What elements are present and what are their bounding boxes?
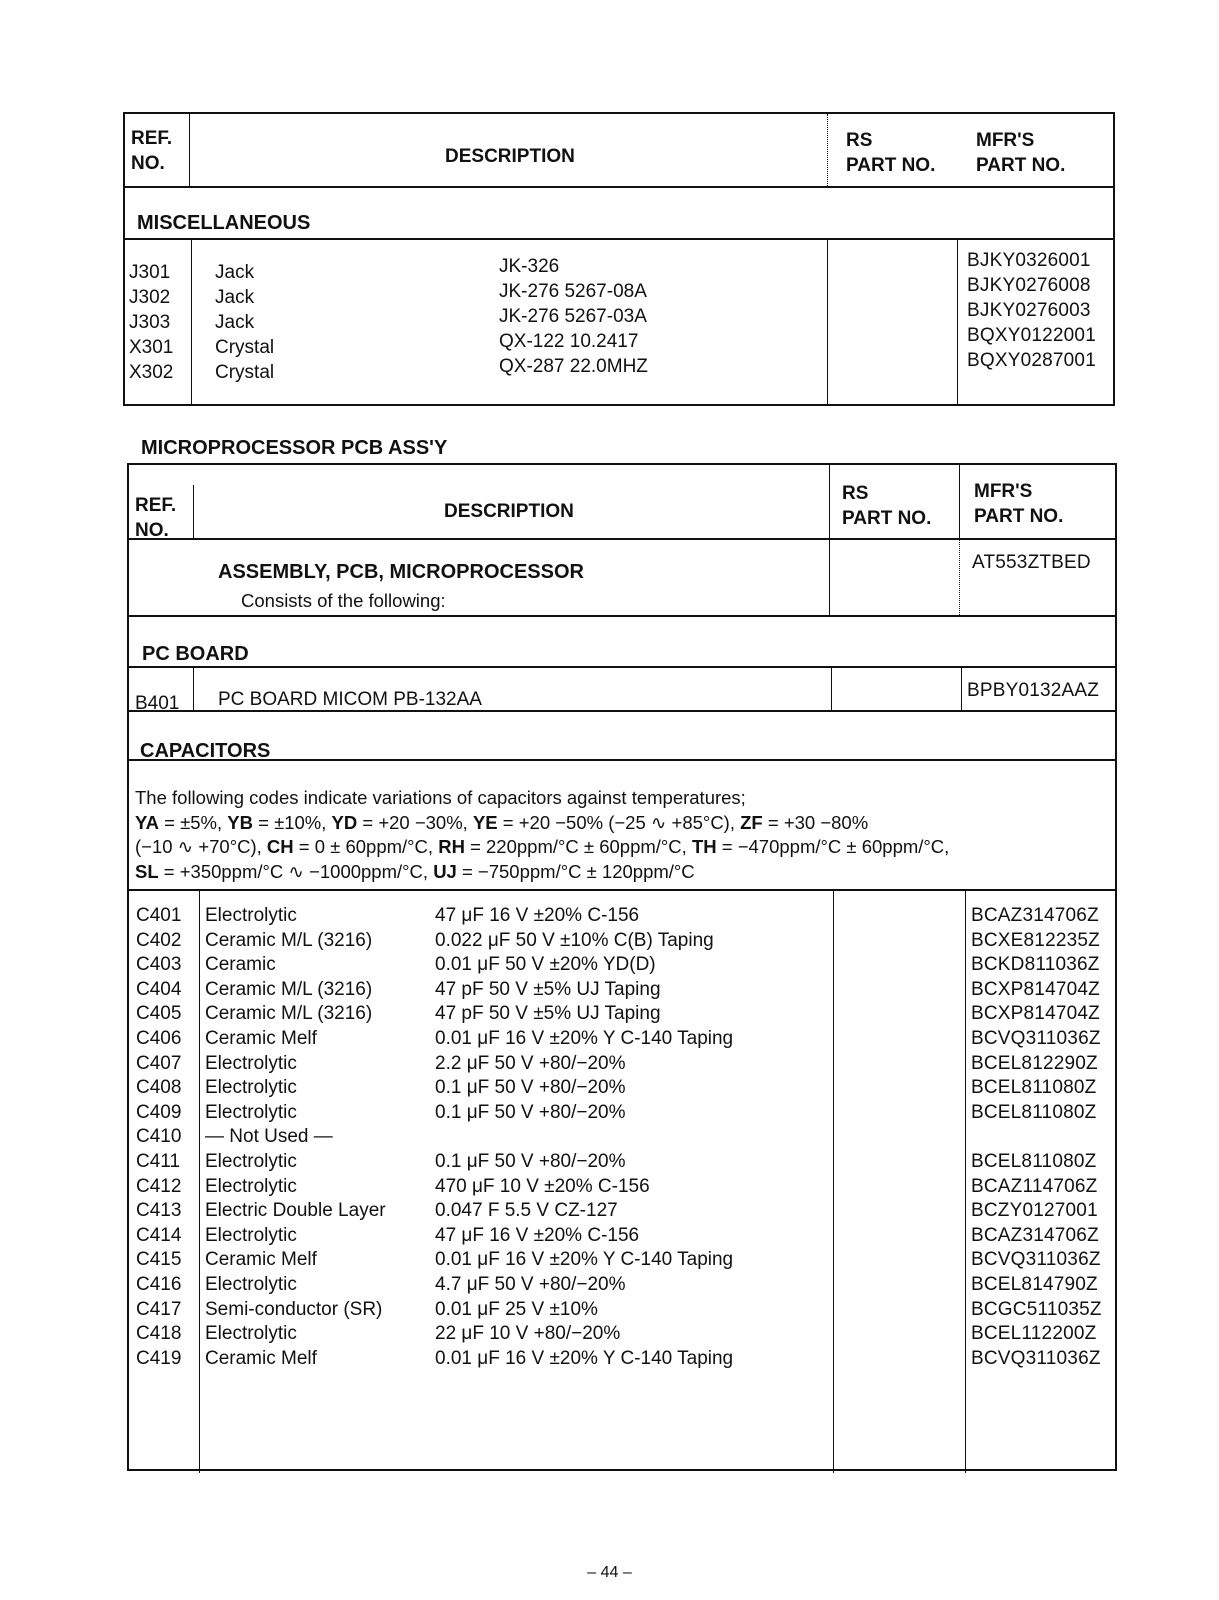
capacitor-ref: C410: [136, 1126, 182, 1148]
column-divider: [191, 238, 192, 406]
rs-part-no-header: RS PART NO.: [842, 483, 932, 529]
micro-table-header: [129, 465, 1115, 540]
capacitor-ref: C412: [136, 1175, 182, 1197]
capacitor-desc: Electrolytic: [205, 1323, 297, 1345]
capacitor-mfr: BCXE812235Z: [971, 929, 1100, 951]
table-row: J303: [129, 312, 171, 333]
capacitor-ref: C411: [136, 1151, 181, 1172]
capacitor-mfr: BCEL811080Z: [971, 1151, 1097, 1172]
capacitor-spec: 0.01 μF 25 V ±10%: [435, 1298, 598, 1320]
table-row: J302: [129, 287, 171, 308]
capacitor-desc: Electrolytic: [205, 1224, 297, 1246]
capacitor-spec: 4.7 μF 50 V +80/−20%: [435, 1274, 626, 1295]
table-row: Crystal: [215, 362, 275, 383]
table-row: Crystal: [215, 337, 275, 358]
capacitor-mfr: BCEL814790Z: [971, 1274, 1098, 1295]
capacitor-ref: C402: [136, 929, 182, 951]
column-divider: [961, 666, 962, 710]
capacitor-ref: C414: [136, 1224, 182, 1246]
table-row: Jack: [215, 287, 255, 308]
capacitor-desc: Electrolytic: [205, 905, 297, 926]
header-divider: [959, 465, 960, 538]
capacitor-spec: 22 μF 10 V +80/−20%: [435, 1323, 621, 1345]
section-divider: [129, 615, 1115, 617]
capacitor-spec: 47 pF 50 V ±5% UJ Taping: [435, 1003, 661, 1025]
capacitor-mfr: BCEL112200Z: [971, 1323, 1097, 1345]
capacitor-desc: Ceramic Melf: [205, 1028, 317, 1049]
capacitor-ref: C417: [136, 1298, 182, 1320]
capacitor-spec: 0.01 μF 16 V ±20% Y C-140 Taping: [435, 1347, 734, 1369]
table-row: JK-326: [499, 256, 560, 277]
column-divider: [833, 889, 834, 1473]
capacitor-mfr: BCVQ311036Z: [971, 1249, 1101, 1271]
capacitor-desc: Electrolytic: [205, 1274, 297, 1295]
capacitor-ref: C405: [136, 1003, 182, 1025]
pc-board-desc: PC BOARD MICOM PB-132AA: [218, 689, 482, 710]
capacitor-spec: 470 μF 10 V ±20% C-156: [435, 1175, 650, 1197]
capacitor-desc: Electrolytic: [205, 1101, 297, 1123]
capacitor-ref: C415: [136, 1249, 182, 1271]
capacitor-desc: Ceramic M/L (3216): [205, 1003, 373, 1025]
column-divider: [193, 666, 194, 710]
capacitor-spec: 47 pF 50 V ±5% UJ Taping: [435, 978, 661, 1000]
capacitor-mfr: BCXP814704Z: [971, 1003, 1100, 1025]
table-row: Jack: [215, 312, 255, 333]
pc-board-ref: B401: [135, 693, 180, 714]
ref-no-header: REF. NO.: [131, 128, 173, 174]
microprocessor-table: [127, 463, 1117, 1471]
capacitor-ref: C419: [136, 1347, 182, 1369]
capacitor-desc: — Not Used —: [205, 1126, 333, 1148]
capacitor-mfr: BCAZ314706Z: [971, 1224, 1099, 1246]
table-row: Jack: [215, 262, 255, 283]
assembly-mfr-part: AT553ZTBED: [972, 552, 1091, 573]
capacitor-ref: C404: [136, 978, 182, 1000]
column-divider: [199, 889, 200, 1473]
assembly-title: ASSEMBLY, PCB, MICROPROCESSOR: [218, 561, 584, 583]
section-title-miscellaneous: MISCELLANEOUS: [137, 212, 311, 234]
table-row: QX-287 22.0MHZ: [499, 356, 648, 377]
table-row: X302: [129, 362, 174, 383]
misc-table: [123, 112, 1115, 406]
capacitor-desc: Electrolytic: [205, 1175, 297, 1197]
header-divider: [827, 114, 828, 186]
table-row: X301: [129, 337, 174, 358]
ref-no-header: REF. NO.: [135, 495, 177, 541]
rs-part-no-header: RS PART NO.: [846, 130, 936, 176]
column-divider: [957, 238, 958, 406]
table-row: JK-276 5267-08A: [499, 281, 647, 302]
column-divider: [965, 889, 966, 1473]
capacitor-mfr: BCEL811080Z: [971, 1101, 1097, 1123]
capacitor-desc: Electric Double Layer: [205, 1200, 386, 1222]
capacitor-ref: C418: [136, 1323, 182, 1345]
capacitor-spec: 0.01 μF 16 V ±20% Y C-140 Taping: [435, 1028, 734, 1049]
column-divider: [831, 666, 832, 710]
capacitor-ref: C406: [136, 1028, 182, 1049]
capacitor-mfr: BCKD811036Z: [971, 954, 1100, 976]
capacitor-mfr: BCGC511035Z: [971, 1298, 1102, 1320]
capacitor-spec: 47 μF 16 V ±20% C-156: [435, 905, 640, 926]
capacitor-mfr: BCXP814704Z: [971, 978, 1100, 1000]
capacitor-desc: Semi-conductor (SR): [205, 1298, 383, 1320]
capacitor-desc: Ceramic Melf: [205, 1347, 317, 1369]
column-divider: [829, 538, 830, 615]
header-divider: [193, 485, 194, 538]
microprocessor-heading: MICROPROCESSOR PCB ASS'Y: [141, 437, 448, 459]
capacitor-ref: C401: [136, 905, 182, 926]
description-header: DESCRIPTION: [444, 501, 574, 522]
capacitor-mfr: BCEL812290Z: [971, 1052, 1098, 1074]
mfr-part-no-header: MFR'S PART NO.: [974, 481, 1064, 527]
header-divider: [189, 114, 190, 186]
section-divider: [129, 666, 1115, 668]
capacitor-mfr: BCZY0127001: [971, 1200, 1098, 1222]
capacitor-mfr: BCEL811080Z: [971, 1077, 1097, 1099]
capacitor-ref: C403: [136, 954, 182, 976]
capacitor-spec: 2.2 μF 50 V +80/−20%: [435, 1052, 626, 1074]
table-row: J301: [129, 262, 171, 283]
section-title-capacitors: CAPACITORS: [140, 740, 271, 762]
capacitor-desc: Electrolytic: [205, 1151, 297, 1172]
section-title-pc-board: PC BOARD: [142, 643, 249, 665]
capacitor-spec: 0.022 μF 50 V ±10% C(B) Taping: [435, 929, 714, 951]
capacitor-ref: C413: [136, 1200, 182, 1222]
capacitor-mfr: BCAZ314706Z: [971, 905, 1099, 926]
capacitor-desc: Ceramic: [205, 954, 276, 976]
capacitor-desc: Electrolytic: [205, 1052, 297, 1074]
capacitor-ref: C416: [136, 1274, 182, 1295]
section-divider: [129, 710, 1115, 712]
capacitor-spec: 0.1 μF 50 V +80/−20%: [435, 1077, 626, 1099]
capacitor-spec: 0.01 μF 16 V ±20% Y C-140 Taping: [435, 1249, 734, 1271]
assembly-subtitle: Consists of the following:: [241, 590, 446, 611]
note-text: The following codes indicate variations of capacitors against temperatures; YA = ±5%, YB = ±10%, YD = +20 −30%, YE = +20 −50% (−25 ∿ +85°C), ZF = +30 −80% (−10 ∿ +70°C), CH = 0 ± 60ppm/°C, RH = 220ppm/°C ± 60ppm/°C, TH = −470ppm/°C ± 60ppm/°C, SL = +350ppm/°C ∿ −1000ppm/°C, UJ = −750ppm/°C ± 120ppm/°C: [135, 787, 950, 882]
misc-table-header: [125, 114, 1113, 188]
table-row: BJKY0276008: [967, 275, 1091, 296]
capacitor-spec: 0.1 μF 50 V +80/−20%: [435, 1151, 626, 1172]
capacitor-desc: Electrolytic: [205, 1077, 297, 1099]
table-row: BQXY0287001: [967, 350, 1096, 371]
table-row: BQXY0122001: [967, 325, 1096, 346]
temperature-codes-note: [129, 759, 1119, 889]
capacitor-desc: Ceramic Melf: [205, 1249, 317, 1271]
capacitor-spec: 47 μF 16 V ±20% C-156: [435, 1224, 640, 1246]
header-divider: [829, 465, 830, 538]
page-number: – 44 –: [587, 1564, 632, 1581]
capacitor-ref: C408: [136, 1077, 182, 1099]
pc-board-mfr: BPBY0132AAZ: [967, 680, 1100, 701]
column-divider: [959, 538, 960, 615]
capacitor-desc: Ceramic M/L (3216): [205, 929, 373, 951]
capacitor-mfr: BCVQ311036Z: [971, 1028, 1101, 1049]
capacitor-spec: 0.01 μF 50 V ±20% YD(D): [435, 954, 656, 976]
table-row: BJKY0326001: [967, 250, 1091, 271]
table-row: QX-122 10.2417: [499, 331, 639, 352]
section-divider: [125, 238, 1113, 240]
capacitor-spec: 0.1 μF 50 V +80/−20%: [435, 1101, 626, 1123]
capacitor-ref: C409: [136, 1101, 182, 1123]
capacitor-spec: 0.047 F 5.5 V CZ-127: [435, 1200, 618, 1222]
section-divider: [129, 889, 1115, 891]
capacitor-ref: C407: [136, 1052, 182, 1074]
mfr-part-no-header: MFR'S PART NO.: [976, 130, 1066, 176]
capacitor-mfr: BCAZ114706Z: [971, 1175, 1098, 1197]
capacitor-mfr: BCVQ311036Z: [971, 1347, 1101, 1369]
table-row: BJKY0276003: [967, 300, 1091, 321]
description-header: DESCRIPTION: [445, 146, 575, 167]
column-divider: [827, 238, 828, 406]
capacitor-desc: Ceramic M/L (3216): [205, 978, 373, 1000]
table-row: JK-276 5267-03A: [499, 306, 647, 327]
